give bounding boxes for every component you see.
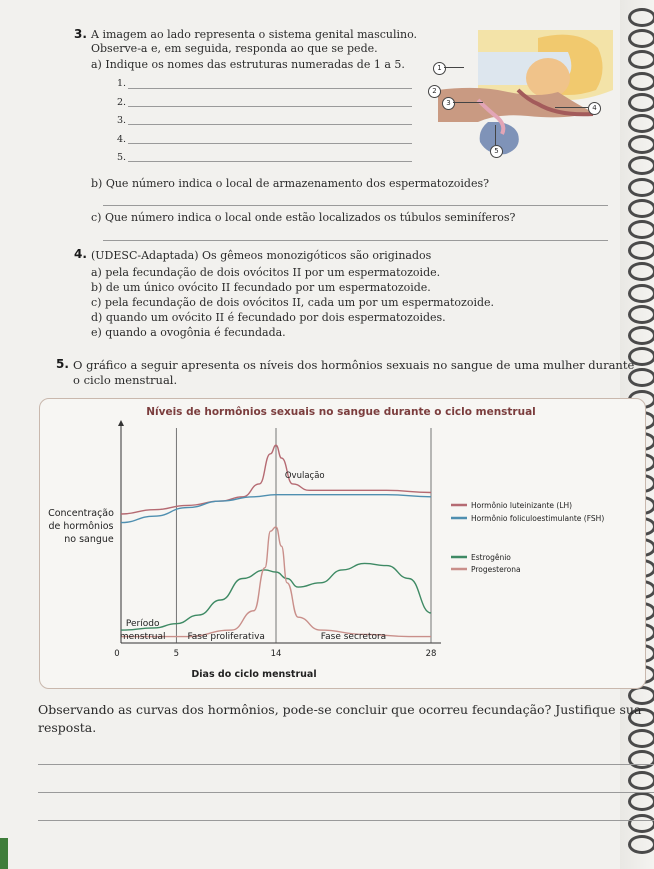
binding-ring [628, 305, 654, 324]
option-d[interactable]: d) quando um ovócito II é fecundado por dois espermatozoides. [91, 311, 446, 324]
question-3a: a) Indique os nomes das estruturas numeradas de 1 a 5. [91, 58, 405, 71]
question-3-line-1: A imagem ao lado representa o sistema genital masculino. [91, 28, 418, 41]
phase-label: Período [125, 619, 160, 629]
binding-ring [628, 750, 654, 769]
question-3b: b) Que número indica o local de armazenamento dos espermatozoides? [91, 177, 489, 190]
binding-ring [628, 241, 654, 260]
question-5-prompt-line-1: Observando as curvas dos hormônios, pode-se concluir que ocorreu fecundação? Justifique sua [38, 702, 642, 717]
x-axis-label: Dias do ciclo menstrual [191, 669, 317, 680]
structure-label-5: 5 [490, 145, 503, 158]
y-axis-label-line: no sangue [64, 534, 114, 545]
structure-label-2: 2 [428, 85, 441, 98]
leader-line [495, 125, 496, 145]
ovulation-annotation: Ovulação [284, 471, 325, 481]
y-axis-arrow [118, 420, 124, 426]
question-5-prompt-line-2: resposta. [38, 720, 97, 735]
phase-label: Fase proliferativa [187, 632, 265, 642]
question-3c: c) Que número indica o local onde estão localizados os túbulos seminíferos? [91, 211, 516, 224]
leader-line [453, 102, 483, 103]
answer-line[interactable] [38, 792, 654, 793]
question-4-stem: (UDESC-Adaptada) Os gêmeos monozigóticos são originados [91, 249, 432, 262]
leader-line [555, 107, 588, 108]
item-label: 5. [117, 152, 127, 163]
binding-ring [628, 220, 654, 239]
option-a[interactable]: a) pela fecundação de dois ovócitos II por um espermatozoide. [91, 266, 441, 279]
answer-line[interactable] [128, 124, 412, 125]
binding-ring [628, 178, 654, 197]
legend-label: Hormônio luteinizante (LH) [471, 501, 573, 510]
binding-ring [628, 199, 654, 218]
x-tick-label: 14 [270, 649, 282, 659]
legend-label: Estrogênio [471, 553, 511, 562]
binding-ring [628, 156, 654, 175]
phase-label: menstrual [119, 632, 166, 642]
hormone-chart [39, 398, 644, 687]
binding-ring [628, 326, 654, 345]
y-axis-label-line: de hormônios [48, 521, 114, 532]
binding-ring [628, 50, 654, 69]
legend-label: Progesterona [471, 565, 521, 574]
answer-line[interactable] [103, 205, 608, 206]
question-4-number: 4. [74, 247, 87, 261]
x-tick-label: 5 [173, 649, 180, 659]
binding-ring [628, 814, 654, 833]
binding-ring [628, 93, 654, 112]
answer-line[interactable] [128, 143, 412, 144]
question-5-number: 5. [56, 357, 69, 371]
option-c[interactable]: c) pela fecundação de dois ovócitos II, cada um por um espermatozoide. [91, 296, 495, 309]
answer-line[interactable] [128, 106, 412, 107]
option-b[interactable]: b) de um único ovócito II fecundado por um espermatozoide. [91, 281, 431, 294]
leader-line [444, 67, 464, 68]
item-label: 2. [117, 97, 127, 108]
answer-line[interactable] [128, 161, 412, 162]
option-e[interactable]: e) quando a ovogônia é fecundada. [91, 326, 286, 339]
answer-line[interactable] [38, 764, 654, 765]
binding-ring [628, 72, 654, 91]
question-5-line-1: O gráfico a seguir apresenta os níveis dos hormônios sexuais no sangue de uma mulher durante [73, 358, 635, 372]
question-3-line-2: Observe-a e, em seguida, responda ao que se pede. [91, 42, 378, 55]
x-tick-label: 28 [425, 649, 437, 659]
answer-line[interactable] [103, 240, 608, 241]
item-label: 3. [117, 115, 127, 126]
binding-ring [628, 29, 654, 48]
binding-ring [628, 835, 654, 854]
legend-label: Hormônio foliculoestimulante (FSH) [471, 514, 605, 523]
chart-title: Níveis de hormônios sexuais no sangue durante o ciclo menstrual [146, 406, 536, 418]
binding-ring [628, 8, 654, 27]
binding-ring [628, 135, 654, 154]
binding-ring [628, 729, 654, 748]
page-edge-tab [0, 838, 8, 869]
answer-line[interactable] [128, 88, 412, 89]
y-axis-label-line: Concentração [48, 508, 114, 519]
structure-label-1: 1 [433, 62, 446, 75]
question-5-line-2: o ciclo menstrual. [73, 373, 178, 387]
structure-label-3: 3 [442, 97, 455, 110]
binding-ring [628, 114, 654, 133]
item-label: 4. [117, 134, 127, 145]
phase-label: Fase secretora [320, 632, 387, 642]
question-3-number: 3. [74, 27, 87, 41]
binding-ring [628, 284, 654, 303]
binding-ring [628, 771, 654, 790]
answer-line[interactable] [38, 820, 654, 821]
binding-ring [628, 792, 654, 811]
x-tick-label: 0 [114, 649, 120, 659]
binding-ring [628, 262, 654, 281]
item-label: 1. [117, 78, 127, 89]
structure-label-4: 4 [588, 102, 601, 115]
